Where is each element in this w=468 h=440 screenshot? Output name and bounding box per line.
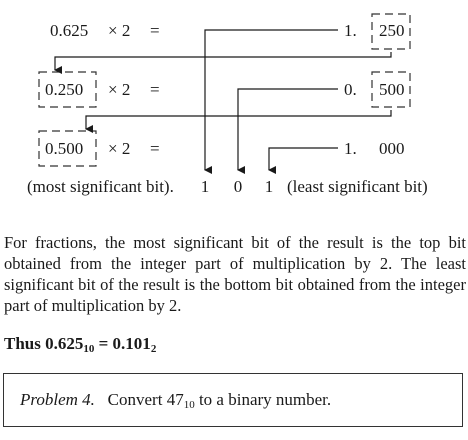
result-base-from: 10 [83,343,95,355]
row1-integer-part: 1. [344,21,357,40]
bit-arrow-row1 [205,30,338,170]
row3-fraction-part: 000 [379,139,405,158]
explanation-paragraph: For fractions, the most significant bit of the result is the top bit obtained from the integer part of multiplication by 2. The least significant bit of the result is the bottom bit obtained from the integer part of multiplication by 2. [4,233,466,315]
lsb-label: (least significant bit) [287,177,428,196]
bit-arrow-row3 [269,148,338,170]
problem-text-end: to a binary number. [194,390,332,409]
conversion-diagram-svg [0,0,468,210]
result-prefix: Thus 0.625 [4,334,84,353]
row1-value: 0.625 [50,21,89,40]
problem-text: Convert 47 [107,390,184,409]
problem-base: 10 [183,399,195,411]
result-equals: = 0.101 [94,334,151,353]
row2-value: 0.250 [45,80,84,99]
problem-label: Problem 4. [20,390,95,409]
bit-arrow-row2 [238,89,338,170]
row1-fraction-part: 250 [379,21,405,40]
msb-label: (most significant bit). [27,177,174,196]
result-statement [4,334,156,355]
row3-equals: = [150,139,160,158]
row3-integer-part: 1. [344,139,357,158]
problem-box [3,373,463,427]
carry-arrow-row1-to-row2 [55,52,391,70]
row1-operator: × 2 [108,21,131,40]
result-bit-3: 1 [264,177,274,196]
row1-equals: = [150,21,160,40]
binary-conversion-diagram [0,0,468,210]
row2-equals: = [150,80,160,99]
result-base-to: 2 [150,343,157,355]
row2-operator: × 2 [108,80,131,99]
result-bit-2: 0 [233,177,243,196]
row2-integer-part: 0. [344,80,357,99]
row3-operator: × 2 [108,139,131,158]
row3-value: 0.500 [45,139,84,158]
row2-fraction-part: 500 [379,80,405,99]
result-bit-1: 1 [200,177,210,196]
